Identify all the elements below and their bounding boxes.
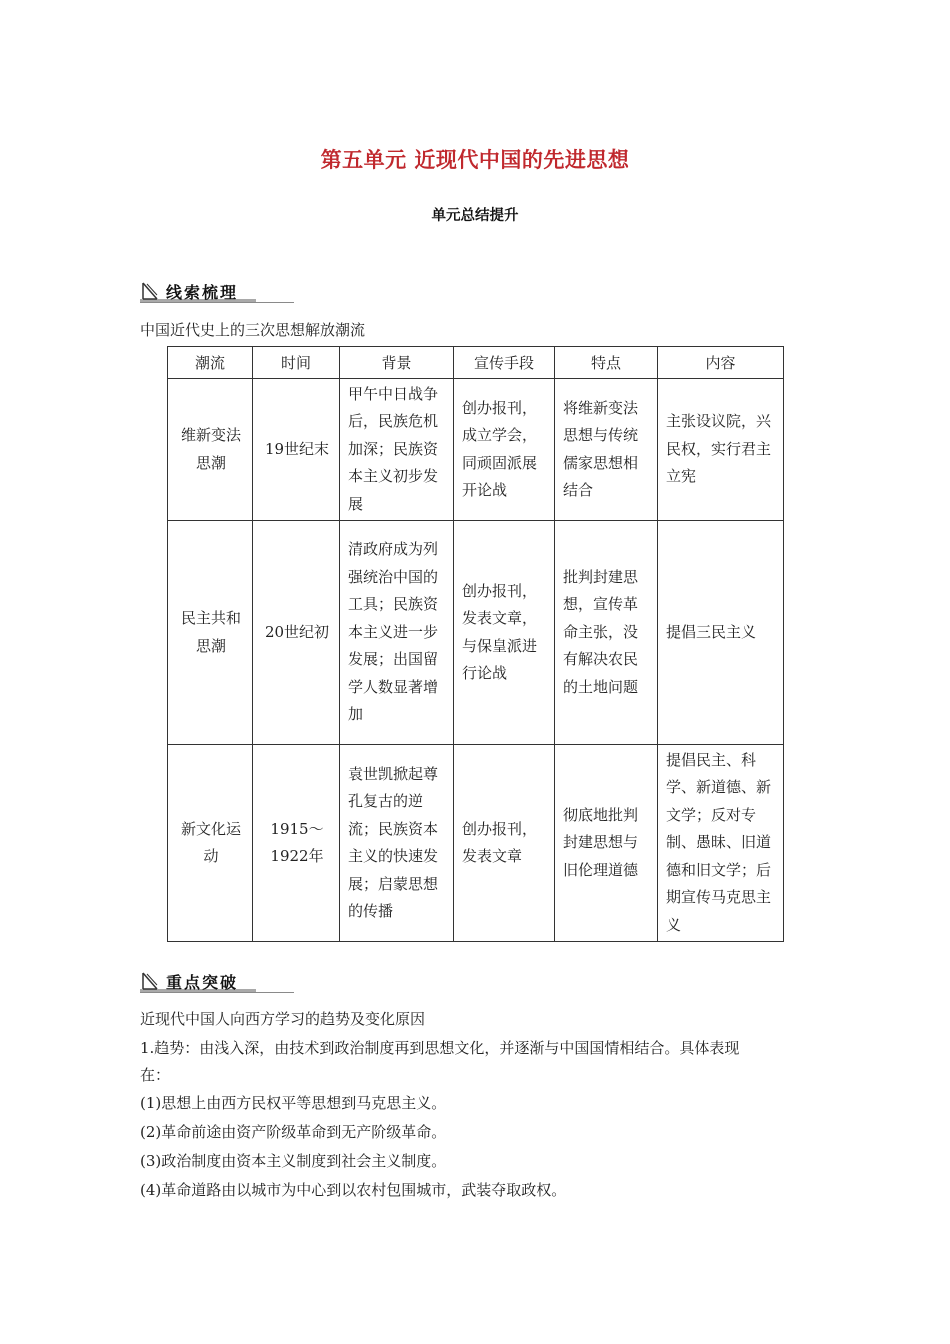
- table-cell: 创办报刊，发表文章: [454, 745, 555, 942]
- table-cell: 主张设议院，兴民权，实行君主立宪: [658, 379, 784, 521]
- key-points-intro: 近现代中国人向西方学习的趋势及变化原因: [140, 1010, 426, 1028]
- section-marker-icon: [142, 972, 158, 990]
- table-cell: 甲午中日战争后，民族危机加深；民族资本主义初步发展: [340, 379, 454, 521]
- table-row: [168, 379, 784, 521]
- table-cell: 维新变法思潮: [168, 379, 253, 521]
- section-heading-label: 重点突破: [166, 973, 239, 992]
- list-item: (4)革命道路由以城市为中心到以农村包围城市，武装夺取政权。: [140, 1181, 567, 1199]
- table-cell: 创办报刊，发表文章，与保皇派进行论战: [454, 521, 555, 745]
- section-heading-key-points: [140, 970, 294, 994]
- thought-trends-table: [167, 346, 784, 942]
- table-cell: 20世纪初: [253, 521, 340, 745]
- table-intro: 中国近代史上的三次思想解放潮流: [140, 321, 366, 339]
- page-title: 第五单元 近现代中国的先进思想: [320, 148, 630, 172]
- list-item: (3)政治制度由资本主义制度到社会主义制度。: [140, 1152, 447, 1170]
- table-cell: 19世纪末: [253, 379, 340, 521]
- table-cell: 创办报刊，成立学会，同顽固派展开论战: [454, 379, 555, 521]
- page-subtitle: 单元总结提升: [431, 208, 519, 224]
- table-cell: 新文化运动: [168, 745, 253, 942]
- table-cell: 民主共和思潮: [168, 521, 253, 745]
- table-cell: 清政府成为列强统治中国的工具；民族资本主义进一步发展；出国留学人数显著增加: [340, 521, 454, 745]
- table-cell: 批判封建思想，宣传革命主张，没有解决农民的土地问题: [555, 521, 658, 745]
- section-heading-clues: [140, 280, 294, 304]
- list-item: (2)革命前途由资产阶级革命到无产阶级革命。: [140, 1123, 447, 1141]
- table-cell: 袁世凯掀起尊孔复古的逆流；民族资本主义的快速发展；启蒙思想的传播: [340, 745, 454, 942]
- table-cell: 1915～1922年: [253, 745, 340, 942]
- table-row: [168, 745, 784, 942]
- table-cell: 彻底地批判封建思想与旧伦理道德: [555, 745, 658, 942]
- point-1-text: 1.趋势：由浅入深，由技术到政治制度再到思想文化，并逐渐与中国国情相结合。具体表现: [140, 1039, 740, 1057]
- table-row: [168, 521, 784, 745]
- section-marker-icon: [142, 282, 158, 300]
- table-header-cell: 宣传手段: [454, 347, 555, 379]
- table-header-cell: 内容: [658, 347, 784, 379]
- table-header-cell: 潮流: [168, 347, 253, 379]
- table-cell: 将维新变法思想与传统儒家思想相结合: [555, 379, 658, 521]
- table-header-cell: 时间: [253, 347, 340, 379]
- table-header-row: [168, 347, 784, 379]
- table-header-cell: 特点: [555, 347, 658, 379]
- manifestation-list: [140, 1089, 566, 1205]
- list-item: (1)思想上由西方民权平等思想到马克思主义。: [140, 1094, 447, 1112]
- table-cell: 提倡三民主义: [658, 521, 784, 745]
- table-cell: 提倡民主、科学、新道德、新文学；反对专制、愚昧、旧道德和旧文学；后期宣传马克思主义: [658, 745, 784, 942]
- table-header-cell: 背景: [340, 347, 454, 379]
- point-1-continuation: 在：: [140, 1066, 171, 1084]
- section-heading-label: 线索梳理: [166, 283, 239, 302]
